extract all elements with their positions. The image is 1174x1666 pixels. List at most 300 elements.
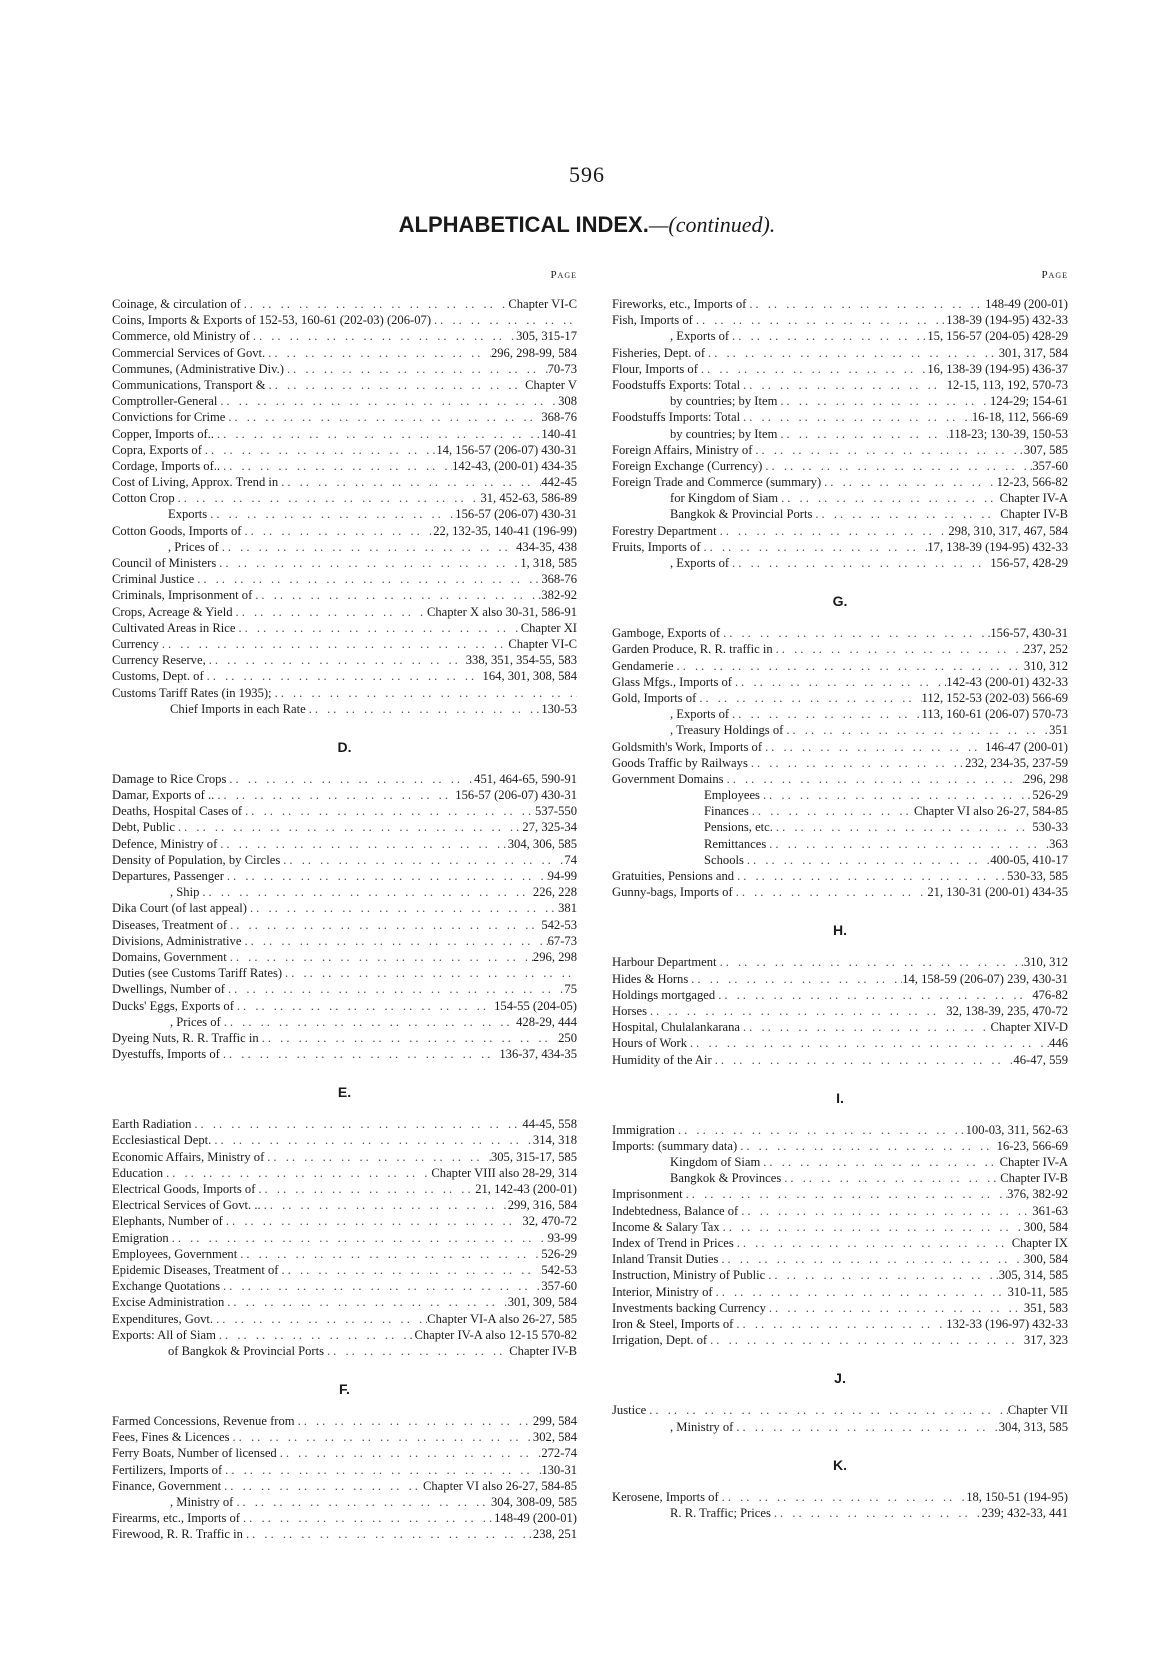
index-entry bbox=[112, 393, 577, 409]
index-entry bbox=[112, 1311, 577, 1327]
index-term: Imprisonment bbox=[612, 1187, 683, 1202]
leader-dots bbox=[264, 1149, 491, 1165]
index-pages: 21, 130-31 (200-01) 434-35 bbox=[927, 885, 1068, 900]
leader-dots bbox=[199, 884, 533, 900]
index-entry bbox=[112, 1526, 577, 1542]
index-pages: Chapter IV-B bbox=[509, 1343, 577, 1358]
index-title: ALPHABETICAL INDEX. bbox=[398, 212, 649, 237]
index-term: Communes, (Administrative Div.) bbox=[112, 361, 284, 376]
index-entry bbox=[112, 1478, 577, 1494]
index-pages: Chapter XIV-D bbox=[990, 1020, 1068, 1035]
leader-dots bbox=[282, 965, 577, 981]
index-entry bbox=[112, 312, 577, 328]
index-entry bbox=[612, 1316, 1068, 1332]
leader-dots bbox=[216, 555, 520, 571]
index-pages: 21, 142-43 (200-01) bbox=[475, 1182, 577, 1196]
index-pages: 299, 316, 584 bbox=[507, 1198, 577, 1213]
index-pages: 317, 323 bbox=[1023, 1333, 1068, 1348]
index-term: Epidemic Diseases, Treatment of bbox=[112, 1262, 279, 1277]
index-pages: 305, 314, 585 bbox=[998, 1268, 1068, 1283]
index-entry bbox=[612, 674, 1068, 690]
index-term: Defence, Ministry of bbox=[112, 836, 218, 851]
index-entry bbox=[112, 1030, 577, 1046]
index-pages: 100-03, 311, 562-63 bbox=[965, 1122, 1068, 1137]
leader-dots bbox=[762, 458, 1032, 474]
index-term: , Prices of bbox=[168, 539, 219, 554]
index-pages: 338, 351, 354-55, 583 bbox=[465, 653, 577, 668]
index-term: Currency Reserve, bbox=[112, 653, 206, 668]
index-entry bbox=[612, 312, 1068, 328]
index-entry bbox=[112, 636, 577, 652]
index-pages: Chapter VI also 26-27, 584-85 bbox=[422, 1478, 577, 1493]
index-term: Damage to Rice Crops bbox=[112, 771, 227, 786]
index-term: Comptroller-General bbox=[112, 394, 218, 409]
index-term: Dyestuffs, Imports of bbox=[112, 1047, 220, 1062]
index-entry bbox=[612, 706, 1068, 722]
index-pages: Chapter IV-A bbox=[999, 1155, 1068, 1170]
leader-dots bbox=[204, 668, 483, 684]
leader-dots bbox=[175, 490, 481, 506]
leader-dots bbox=[265, 345, 491, 361]
index-entry bbox=[112, 1116, 577, 1132]
leader-dots bbox=[771, 1505, 982, 1521]
leader-dots bbox=[234, 998, 494, 1014]
leader-dots bbox=[724, 771, 1024, 787]
leader-dots bbox=[812, 506, 1000, 522]
leader-dots bbox=[765, 1267, 999, 1283]
index-entry bbox=[112, 668, 577, 684]
index-entry bbox=[612, 819, 1068, 835]
index-term: Foreign Exchange (Currency) bbox=[612, 458, 763, 473]
leader-dots bbox=[674, 658, 1024, 674]
index-pages: 308 bbox=[558, 394, 577, 409]
leader-dots bbox=[777, 426, 948, 442]
leader-dots bbox=[211, 1132, 533, 1148]
index-pages: 446 bbox=[1049, 1036, 1068, 1051]
index-pages: 44-45, 558 bbox=[522, 1117, 577, 1132]
leader-dots bbox=[683, 1186, 1007, 1202]
index-term: Fisheries, Dept. of bbox=[612, 345, 706, 360]
index-entry bbox=[112, 771, 577, 787]
index-pages: 530-33, 585 bbox=[1007, 869, 1068, 883]
index-pages: 156-57 (206-07) 430-31 bbox=[455, 507, 577, 522]
index-entry bbox=[612, 1122, 1068, 1138]
index-entry bbox=[112, 458, 577, 474]
leader-dots bbox=[277, 1445, 542, 1461]
leader-dots bbox=[206, 652, 466, 668]
index-pages: 376, 382-92 bbox=[1007, 1187, 1068, 1202]
index-entry bbox=[112, 884, 577, 900]
leader-dots bbox=[227, 949, 533, 965]
index-entry bbox=[112, 1494, 577, 1510]
index-pages: 124-29; 154-61 bbox=[989, 394, 1068, 409]
index-term: Cotton Crop bbox=[112, 491, 175, 506]
index-term: Economic Affairs, Ministry of bbox=[112, 1149, 265, 1164]
index-term: Justice bbox=[612, 1403, 647, 1418]
index-entry bbox=[112, 1262, 577, 1278]
index-pages: Chapter VI-C bbox=[508, 297, 577, 311]
leader-dots bbox=[242, 803, 535, 819]
index-term: Electrical Services of Govt. .. bbox=[112, 1198, 261, 1213]
index-entry bbox=[112, 981, 577, 997]
index-pages: 136-37, 434-35 bbox=[499, 1047, 577, 1062]
index-term: Dyeing Nuts, R. R. Traffic in bbox=[112, 1030, 259, 1045]
section-letter: I. bbox=[836, 1089, 844, 1106]
index-term: Cost of Living, Approx. Trend in bbox=[112, 475, 279, 490]
index-term: Gendamerie bbox=[612, 658, 674, 673]
index-term: Departures, Passenger bbox=[112, 869, 224, 883]
index-pages: 112, 152-53 (202-03) 566-69 bbox=[921, 690, 1068, 705]
leader-dots bbox=[733, 1419, 998, 1435]
index-term: Income & Salary Tax bbox=[612, 1219, 720, 1234]
leader-dots bbox=[778, 490, 999, 506]
leader-dots bbox=[752, 442, 1024, 458]
leader-dots bbox=[738, 1203, 1032, 1219]
index-entry bbox=[612, 1186, 1068, 1202]
index-pages: 272-74 bbox=[541, 1446, 577, 1461]
leader-dots bbox=[688, 971, 902, 987]
leader-dots bbox=[705, 345, 999, 361]
index-entry bbox=[112, 328, 577, 344]
index-entry bbox=[612, 1219, 1068, 1235]
index-pages: 156-57, 428-29 bbox=[990, 556, 1068, 570]
leader-dots bbox=[233, 604, 427, 620]
index-term: Customs, Dept. of bbox=[112, 669, 204, 684]
leader-dots bbox=[729, 706, 921, 722]
index-term: by countries; by Item bbox=[670, 426, 778, 441]
leader-dots bbox=[225, 409, 541, 425]
leader-dots bbox=[783, 722, 1049, 738]
index-pages: 12-23, 566-82 bbox=[996, 475, 1068, 490]
leader-dots bbox=[221, 1014, 516, 1030]
index-term: Instruction, Ministry of Public bbox=[612, 1268, 766, 1283]
index-term: Goods Traffic by Railways bbox=[612, 755, 748, 770]
leader-dots bbox=[733, 1316, 946, 1332]
index-pages: 156-57, 430-31 bbox=[990, 626, 1068, 641]
leader-dots bbox=[732, 674, 946, 690]
index-pages: 296, 298-99, 584 bbox=[490, 345, 577, 360]
index-pages: 18, 150-51 (194-95) bbox=[966, 1489, 1068, 1504]
index-term: for Kingdom of Siam bbox=[670, 491, 779, 506]
index-entry bbox=[112, 998, 577, 1014]
index-pages: Chapter IV-B bbox=[1000, 1171, 1068, 1186]
index-term: Immigration bbox=[612, 1122, 675, 1137]
index-entry bbox=[112, 1197, 577, 1213]
index-pages: 14, 156-57 (206-07) 430-31 bbox=[436, 442, 577, 457]
leader-dots bbox=[221, 1478, 423, 1494]
left-page-label: Page bbox=[550, 269, 577, 281]
index-term: Foodstuffs Imports: Total bbox=[612, 410, 741, 425]
index-entry bbox=[112, 361, 577, 377]
index-entry bbox=[112, 587, 577, 603]
leader-dots bbox=[163, 1165, 431, 1181]
index-entry bbox=[112, 787, 577, 803]
index-entry bbox=[612, 393, 1068, 409]
leader-dots bbox=[719, 1489, 967, 1505]
index-term: Farmed Concessions, Revenue from bbox=[112, 1414, 295, 1429]
index-pages: 310-11, 585 bbox=[1007, 1284, 1068, 1299]
index-term: Domains, Government bbox=[112, 949, 227, 964]
index-term: Finance, Government bbox=[112, 1478, 222, 1493]
index-pages: 130-53 bbox=[541, 701, 577, 716]
index-term: Harbour Department bbox=[612, 955, 717, 970]
index-term: Divisions, Administrative bbox=[112, 933, 242, 948]
index-entry bbox=[112, 296, 577, 312]
index-pages: 31, 452-63, 586-89 bbox=[480, 491, 577, 506]
index-entry bbox=[112, 852, 577, 868]
leader-dots bbox=[272, 685, 577, 701]
index-entry bbox=[612, 506, 1068, 522]
index-entry bbox=[112, 490, 577, 506]
leader-dots bbox=[259, 1030, 558, 1046]
index-term: Firearms, etc., Imports of bbox=[112, 1511, 241, 1526]
leader-dots bbox=[713, 1284, 1008, 1300]
leader-dots bbox=[777, 393, 990, 409]
index-term: Government Domains bbox=[612, 771, 724, 786]
index-entry bbox=[112, 409, 577, 425]
index-pages: 132-33 (196-97) 432-33 bbox=[946, 1316, 1068, 1331]
leader-dots bbox=[255, 1181, 475, 1197]
index-term: Chief Imports in each Rate bbox=[170, 701, 306, 716]
index-term: Dika Court (of last appeal) bbox=[112, 901, 247, 916]
index-term: Flour, Imports of bbox=[612, 361, 698, 376]
index-term: Foreign Affairs, Ministry of bbox=[612, 442, 753, 457]
index-term: Expenditures, Govt. bbox=[112, 1311, 214, 1326]
left-column bbox=[112, 268, 577, 1543]
index-pages: 250 bbox=[558, 1030, 577, 1045]
index-entry bbox=[612, 345, 1068, 361]
leader-dots bbox=[159, 636, 508, 652]
index-entry bbox=[112, 803, 577, 819]
index-entry bbox=[612, 442, 1068, 458]
index-pages: 156-57 (206-07) 430-31 bbox=[455, 788, 577, 803]
index-entry bbox=[612, 523, 1068, 539]
index-entry bbox=[112, 1510, 577, 1526]
index-pages: 307, 585 bbox=[1023, 442, 1068, 457]
leader-dots bbox=[278, 474, 541, 490]
index-entry bbox=[612, 722, 1068, 738]
leader-dots bbox=[279, 1262, 542, 1278]
index-term: Humidity of the Air bbox=[612, 1052, 712, 1067]
index-pages: 140-41 bbox=[541, 426, 577, 441]
index-pages: 314, 318 bbox=[532, 1133, 577, 1148]
section-letter: E. bbox=[337, 1084, 352, 1101]
index-pages: 537-550 bbox=[535, 804, 577, 819]
leader-dots bbox=[740, 377, 947, 393]
leader-dots bbox=[733, 884, 928, 900]
leader-dots bbox=[175, 819, 522, 835]
index-pages: 67-73 bbox=[547, 933, 577, 948]
leader-dots bbox=[241, 296, 509, 312]
index-term: Cultivated Areas in Rice bbox=[112, 620, 236, 635]
leader-dots bbox=[191, 1116, 522, 1132]
index-pages: 304, 306, 585 bbox=[507, 836, 577, 851]
index-pages: 113, 160-61 (206-07) 570-73 bbox=[921, 707, 1068, 722]
index-entry bbox=[112, 523, 577, 539]
index-entry bbox=[612, 658, 1068, 674]
leader-dots bbox=[737, 1138, 996, 1154]
index-entry bbox=[612, 1235, 1068, 1251]
index-pages: Chapter IV-A also 12-15 570-82 bbox=[414, 1327, 577, 1342]
index-term: Ducks' Eggs, Exports of bbox=[112, 998, 234, 1013]
index-term: Commercial Services of Govt. bbox=[112, 345, 266, 360]
leader-dots bbox=[748, 755, 965, 771]
index-entry bbox=[112, 933, 577, 949]
index-entry bbox=[612, 739, 1068, 755]
index-term: Investments backing Currency bbox=[612, 1300, 766, 1315]
index-pages: 442-45 bbox=[541, 475, 577, 490]
index-term: Schools bbox=[704, 852, 744, 867]
index-entry bbox=[612, 954, 1068, 970]
leader-dots bbox=[734, 1235, 1012, 1251]
index-pages: 400-05, 410-17 bbox=[990, 852, 1068, 867]
index-term: , Prices of bbox=[170, 1014, 221, 1029]
leader-dots bbox=[235, 620, 520, 636]
leader-dots bbox=[717, 954, 1024, 970]
index-entry bbox=[612, 771, 1068, 787]
index-pages: 46-47, 559 bbox=[1013, 1052, 1068, 1067]
index-pages: 164, 301, 308, 584 bbox=[482, 669, 577, 684]
index-term: Interior, Ministry of bbox=[612, 1284, 713, 1299]
index-pages: 310, 312 bbox=[1023, 955, 1068, 970]
index-term: Foreign Trade and Commerce (summary) bbox=[612, 475, 822, 490]
leader-dots bbox=[821, 474, 996, 490]
index-pages: 300, 584 bbox=[1023, 1219, 1068, 1234]
index-entry bbox=[612, 1284, 1068, 1300]
index-pages: 363 bbox=[1049, 836, 1068, 851]
leader-dots bbox=[295, 1413, 533, 1429]
index-term: Hides & Horns bbox=[612, 971, 689, 986]
index-term: Copra, Exports of bbox=[112, 442, 202, 457]
index-entry bbox=[112, 1278, 577, 1294]
index-term: Garden Produce, R. R. traffic in bbox=[612, 642, 773, 657]
index-pages: 14, 158-59 (206-07) 239, 430-31 bbox=[902, 971, 1068, 986]
index-entry bbox=[612, 690, 1068, 706]
index-entry bbox=[112, 1429, 577, 1445]
leader-dots bbox=[712, 1052, 1014, 1068]
index-pages: 93-99 bbox=[547, 1230, 577, 1245]
index-term: Dwellings, Number of bbox=[112, 982, 225, 997]
right-column bbox=[612, 268, 1068, 1521]
index-term: Ecclesiastical Dept. bbox=[112, 1133, 212, 1148]
index-term: Goldsmith's Work, Imports of bbox=[612, 739, 763, 754]
leader-dots bbox=[701, 539, 928, 555]
index-pages: Chapter V bbox=[525, 377, 577, 392]
leader-dots bbox=[696, 690, 921, 706]
index-pages: 75 bbox=[564, 982, 577, 997]
leader-dots bbox=[740, 1019, 990, 1035]
index-pages: 226, 228 bbox=[532, 885, 577, 900]
index-pages: 368-76 bbox=[541, 410, 577, 425]
index-term: Fireworks, etc., Imports of bbox=[612, 297, 747, 311]
index-entry bbox=[112, 868, 577, 884]
index-entry bbox=[112, 1213, 577, 1229]
index-term: Gold, Imports of bbox=[612, 690, 697, 705]
leader-dots bbox=[693, 312, 946, 328]
index-entry bbox=[612, 1203, 1068, 1219]
index-term: Diseases, Treatment of bbox=[112, 917, 228, 932]
index-entry bbox=[612, 1505, 1068, 1521]
index-term: Elephants, Number of bbox=[112, 1214, 223, 1229]
index-entry bbox=[112, 1445, 577, 1461]
index-pages: 148-49 (200-01) bbox=[494, 1511, 577, 1526]
index-entry bbox=[112, 652, 577, 668]
index-term: Density of Population, by Circles bbox=[112, 852, 281, 867]
index-entry bbox=[612, 1035, 1068, 1051]
index-entry bbox=[612, 987, 1068, 1003]
index-entry bbox=[612, 1402, 1068, 1418]
leader-dots bbox=[224, 1294, 507, 1310]
index-term: Hours of Work bbox=[612, 1036, 688, 1051]
leader-dots bbox=[760, 1154, 999, 1170]
index-term: Crops, Acreage & Yield bbox=[112, 604, 233, 619]
leader-dots bbox=[250, 328, 516, 344]
index-term: Employees bbox=[704, 788, 760, 803]
index-term: Gamboge, Exports of bbox=[612, 626, 721, 641]
index-term: Customs Tariff Rates (in 1935); bbox=[112, 685, 272, 700]
index-entry bbox=[612, 971, 1068, 987]
index-term: Inland Transit Duties bbox=[612, 1252, 719, 1267]
index-pages: 304, 308-09, 585 bbox=[490, 1495, 577, 1509]
index-term: , Exports of bbox=[670, 329, 730, 344]
index-term: Convictions for Crime bbox=[112, 410, 226, 425]
page-number: 596 bbox=[569, 162, 605, 187]
section-letter: J. bbox=[834, 1370, 846, 1387]
index-entry bbox=[612, 328, 1068, 344]
index-entry bbox=[112, 1462, 577, 1478]
leader-dots bbox=[225, 981, 564, 997]
index-pages: Chapter X also 30-31, 586-91 bbox=[426, 604, 577, 619]
index-entry bbox=[112, 701, 577, 717]
index-entry bbox=[612, 1052, 1068, 1068]
index-term: Debt, Public bbox=[112, 820, 175, 835]
leader-dots bbox=[241, 933, 547, 949]
index-entry bbox=[112, 426, 577, 442]
index-entry bbox=[612, 1419, 1068, 1435]
index-term: Kerosene, Imports of bbox=[612, 1489, 719, 1504]
index-term: Irrigation, Dept. of bbox=[612, 1333, 708, 1348]
index-term: Hospital, Chulalankarana bbox=[612, 1020, 740, 1035]
index-entry bbox=[112, 377, 577, 393]
index-term: Iron & Steel, Imports of bbox=[612, 1316, 734, 1331]
index-entry bbox=[112, 685, 577, 701]
index-entry bbox=[112, 620, 577, 636]
index-term: , Exports of bbox=[670, 556, 730, 570]
index-pages: 74 bbox=[564, 852, 577, 867]
leader-dots bbox=[431, 312, 577, 328]
index-pages: 301, 309, 584 bbox=[507, 1295, 577, 1310]
index-entry bbox=[112, 571, 577, 587]
index-pages: 357-60 bbox=[1032, 458, 1068, 473]
leader-dots bbox=[744, 852, 990, 868]
index-pages: 239; 432-33, 441 bbox=[981, 1505, 1068, 1520]
leader-dots bbox=[220, 1278, 541, 1294]
index-term: Criminals, Imprisonment of bbox=[112, 588, 253, 603]
index-pages: 148-49 (200-01) bbox=[985, 297, 1068, 311]
index-entry bbox=[112, 965, 577, 981]
index-pages: 17, 138-39 (194-95) 432-33 bbox=[927, 539, 1068, 554]
index-entry bbox=[112, 1343, 577, 1359]
leader-dots bbox=[715, 987, 1032, 1003]
index-pages: Chapter VI-C bbox=[508, 636, 577, 651]
index-entry bbox=[112, 345, 577, 361]
index-pages: 12-15, 113, 192, 570-73 bbox=[946, 377, 1068, 392]
index-pages: 361-63 bbox=[1032, 1203, 1068, 1218]
index-term: Coins, Imports & Exports of 152-53, 160-61 (202-03) (206-07) bbox=[112, 313, 432, 328]
index-term: Deaths, Hospital Cases of bbox=[112, 804, 243, 819]
index-entry bbox=[612, 1489, 1068, 1505]
leader-dots bbox=[729, 555, 990, 571]
